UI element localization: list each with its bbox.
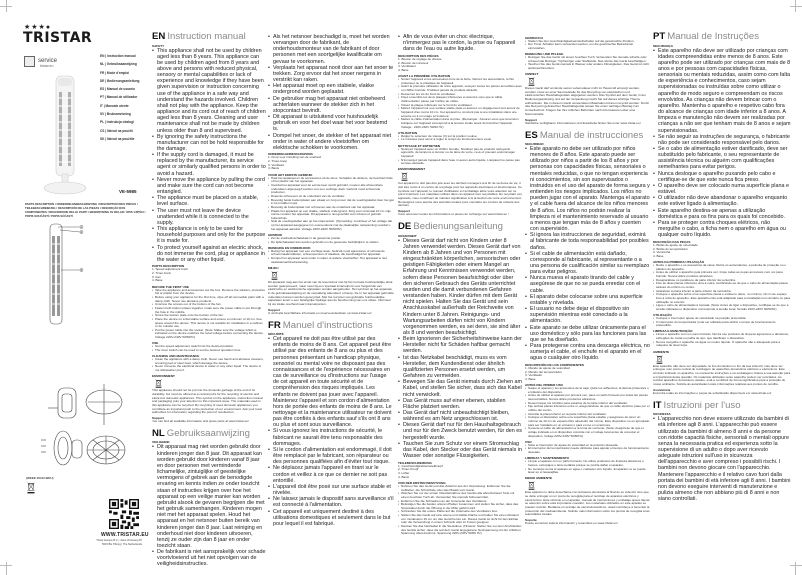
weee-bin-icon bbox=[152, 379, 266, 388]
subsection-heading: PARTS DESCRIPTION bbox=[152, 264, 185, 269]
safety-bullet: • Este aparato se debe utilizar únicamente para el uso doméstico y sólo para las funciones para las que se ha diseñado. bbox=[525, 325, 650, 343]
cover-sidebar bbox=[0, 0, 150, 575]
crop-mark bbox=[795, 0, 796, 12]
instruction-bullet: • Never immerse the electrical device in water or any other liquid. The device is not dishwasher proof. bbox=[152, 365, 266, 372]
subsection-heading: Assistência bbox=[653, 388, 671, 393]
list-item: 1. Botão de ajuste de velocidade bbox=[653, 242, 698, 247]
language-code: DE bbox=[398, 221, 412, 233]
safety-bullet: • Si el cable de alimentación está dañado, corresponde al fabricante, al representante o a una persona de cualificación similar su reemplazo para evitar peligros. bbox=[525, 251, 650, 276]
tristar-logo bbox=[23, 24, 101, 45]
section-header bbox=[268, 320, 394, 331]
language-index-item: FR | Mode d'emploi bbox=[100, 70, 130, 75]
instruction-bullet: • Voordat het apparaat voor de eerste keer wordt gebruikt, moeten alle afneembare onderdelen afgeveegd worden met een vochtige doek. Gebruik nooit schurende producten. bbox=[268, 184, 394, 195]
subsection-heading: CLEANING AND MAINTENANCE bbox=[152, 354, 200, 359]
diagram-callout: 2 bbox=[80, 231, 83, 234]
language-index-item: SK | Návod na použitie bbox=[100, 136, 135, 141]
service-text: service bbox=[38, 58, 58, 64]
service-grid-icon bbox=[24, 56, 35, 67]
subsection-heading: DESCRIPCIÓN DE LOS COMPONENTES bbox=[525, 362, 584, 367]
base-assembly-diagram bbox=[38, 380, 128, 475]
instruction-bullet: • Ligue o cabo de alimentação à tomada. (Nota: Antes de ligar o dispositivo, certifique-se de que a tensão indicada no dispositivo corresponde à tensão local. Tensão 220V-240V 50/60Hz) bbox=[653, 304, 791, 311]
safety-bullet: • Never move the appliance by pulling the cord and make sure the cord can not become entangled. bbox=[152, 177, 266, 195]
language-index-item: EN | Instruction manual bbox=[100, 54, 136, 58]
safety-bullet: • Ne laissez jamais le dispositif sans surveillance s'il est connecté à l'alimentation. bbox=[268, 496, 394, 508]
weee-bin-icon bbox=[398, 172, 522, 181]
language-index-item: IT | Manuale utente bbox=[100, 103, 129, 108]
instruction-bullet: • Coloque o interruptor ajuste de velocidade na posição pretendida. bbox=[653, 317, 791, 321]
crop-mark bbox=[795, 562, 796, 575]
list-item: You can find all available information and spare parts at www.tristar.eu! bbox=[152, 419, 249, 424]
safety-bullet: • Bewegen Sie das Gerät niemals durch Ziehen am Kabel, und stellen Sie sicher, dass sich das Kabel nicht verwickelt. bbox=[398, 379, 522, 397]
subsection-heading: AVANT LA PREMIÈRE UTILISATION bbox=[398, 74, 451, 79]
environment-text: Cet appareil ne doit pas être jeté avec les déchets ménagers à la fin de sa durée de vie, il doit être remis à un centre de recyclage pour les appareils électriques et électroniques. Ce symbole sur l'appareil, le manuel d'utilisation et l'emballage attire votre attention sur ce point important. Les matériaux utilisés dans cet appareil sont recyclables. En recyclant vos appareils, vous contribuez de manière significative à la protection de notre environnement. Renseignez-vous auprès des autorités locales pour connaître les centres de collecte des déchets. bbox=[398, 181, 522, 208]
instruction-bullet: • Antes de utilizar el aparato por primera vez, pase un paño húmedo por todas las piezas desmontables. Nunca utilice productos abrasivos. bbox=[525, 394, 650, 401]
environment-text: Este aparato no debe desecharse con la basura doméstica al final de su vida útil, sino que se debe entregar en un punto de recogida para el reciclaje de aparatos eléctricos y electrónicos. Este símbolo en el aparato, manual de instrucciones y embalaje quiere llamar su atención sobre esta importante cuestión. Los materiales utilizados en este aparato se pueden reciclar. Mediante el reciclaje de electrodomésticos, usted contribuye a fomentar la protección del medioambiente. Solicite más información sobre los puntos de recogida a las autoridades locales. bbox=[525, 490, 650, 517]
subsection-heading: ENVIRONMENT bbox=[152, 374, 175, 379]
list-item: 4. Base bbox=[398, 67, 409, 72]
instruction-bullet: • Befestigen Sie die beiden unteren Platten zusammen und stellen Sie sicher, dass das Stromkabel durch die Öffnung in der Mitte geführt wird. bbox=[398, 503, 522, 510]
instruction-bullet: • Sortez l'appareil et les accessoires hors de la boîte. Retirez les autocollants, le film protecteur ou le plastique de l'appareil. bbox=[398, 78, 522, 85]
subsection-heading: LIMPIEZA Y MANTENIMIENTO bbox=[525, 456, 570, 461]
list-item: 3. Ventilador bbox=[525, 373, 543, 378]
instruction-bullet: • Stellen Sie das Gerät auf eine ebene und stabile Fläche und halten Sie einen Abstand von mindestens 10 cm um das Gerät herum ein. Dieses Gerät ist nicht für den Einbau oder die Verwendung in einem Schrank oder im Freien geeignet. bbox=[398, 514, 522, 525]
weee-bin-icon bbox=[525, 77, 650, 86]
safety-bullet: • El usuario no debe dejar el dispositivo sin supervisión mientras esté conectado a la alimentación. bbox=[525, 306, 650, 324]
list-item: 2. Mando del temporizador bbox=[525, 369, 562, 374]
instruction-bullet: • Atornille la placa inferior en la parte inferior del ventilador. bbox=[525, 413, 650, 417]
instruction-bullet: • Sitúe el interruptor de ajuste de velocidad en la posición deseada. bbox=[525, 444, 650, 448]
parts-description-caption: PARTS DESCRIPTION / ONDERDELENBESCHRIJVING / DESCRIPTION DES PIÈCES / TEILEBESCHREIBUNG / DESCRIPCIÓN DE LAS PIEZAS / DESCRIÇÃO DOS COMPONENTES / DESCRIZIONE DELLE PARTI / BESKRIVNING AV DELAR / OPIS CZĘŚCI / POPIS SOUČÁSTÍ / POPIS SÚČASTÍ bbox=[25, 202, 146, 218]
instruction-bullet: • Réglez le sélecteur de vitesse (3) sur la position voulue. bbox=[398, 135, 522, 139]
instruction-bullet: • Nehmen Sie das Gerät und das Zubehör aus der Verpackung. Entfernen Sie die Aufkleber, die Schutzfolie oder das Plastik vom Gerät. bbox=[398, 485, 522, 492]
list-item: 2. Bouton de minuteur bbox=[398, 60, 429, 65]
safety-bullet: • Afin de vous éviter un choc électrique, n'immergez pas le cordon, la prise ou l'appareil dans de l'eau ou autre liquide. bbox=[398, 34, 522, 52]
instruction-bullet: • Bevestig de bodemplaat met schroeven aan de onderkant van het apparaat. bbox=[268, 206, 394, 210]
subsection-heading: VEILIGHEID bbox=[152, 440, 170, 445]
subsection-heading: UMWELT bbox=[525, 72, 539, 77]
safety-bullet: • Este aparato no debe ser utilizado por niños menores de 8 años. Este aparato puede ser utilizado por niños a partir de los 8 años y por personas con capacidades físicas, sensoriales o mentales reducidas, o que no tengan experiencia ni conocimientos, sin son supervisados o instruidos en el uso del aparato de forma segura y entienden los riesgos implicados. Los niños no pueden jugar con el aparato. Mantenga el aparato y el cable fuera del alcance de los niños menores de 8 años. Los niños no podrán realizar la limpieza ni el mantenimiento reservado al usuario a menos que tengan más de 8 años y cuenten con supervisión. bbox=[525, 146, 650, 232]
subsection-heading: Support bbox=[525, 117, 537, 122]
subsection-heading: Support bbox=[268, 307, 280, 312]
subsection-heading: REINIGUNG UND PFLEGE bbox=[525, 51, 564, 56]
subsection-heading: SAFETY bbox=[152, 43, 165, 48]
safety-bullet: • Se não seguir as instruções de segurança, o fabricante não pode ser considerado responsável pelo danos. bbox=[653, 134, 791, 146]
address-line: 5015 BH Tilburg | The Netherlands bbox=[102, 543, 142, 546]
manual-title: Manuel d'instructions bbox=[282, 319, 373, 331]
instruction-bullet: • Desenrosque los tornillos para sacarlos de la parte inferior del ventilador. bbox=[525, 402, 650, 406]
language-code: PT bbox=[653, 31, 666, 42]
list-item: 2. Timer-Knopf bbox=[398, 467, 419, 472]
environment-notice bbox=[525, 77, 650, 116]
instruction-bullet: • Der Timer-Schalter kann verwendet werden, um die gewünschte Betriebszeit einzustellen. bbox=[525, 43, 650, 50]
language-index-item: CS | Návod na použití bbox=[100, 128, 133, 133]
instruction-bullet: • Take the appliance and accessories out the box. Remove the stickers, protective foil or plastic from the device. bbox=[152, 289, 266, 296]
list-item: 4. Basis bbox=[268, 166, 280, 171]
safety-bullet: • The appliance must be placed on a stable, level surface. bbox=[152, 195, 266, 207]
safety-bullet: • Se o cabo de alimentação estiver danificado, deve ser substituído pelo fabricante, o seu representante de assistência técnica ou alguém com qualificações semelhantes para evitar perigos. bbox=[653, 146, 791, 171]
environment-text: Dieses Gerät darf am Ende seiner Lebensdauer nicht im Hausmüll entsorgt werden, sondern muss an einer Sammelstelle für das Recycling von elektrischen und elektronischen Haushaltsgeräten abgegeben werden. Das Symbol auf dem Gerät, in der Bedienungsanleitung und auf der Verpackung macht Sie auf dieses wichtige Thema aufmerksam. Die in diesem Gerät verwendeten Materialien können recycelt werden. Durch das Recyceln gebrauchter Haushaltsgeräte leisten Sie einen wichtigen Beitrag zum Umweltschutz. Fragen Sie Ihre örtlichen Behörden nach Informationen über eine Sammelstelle. bbox=[525, 86, 650, 116]
list-item: 2. Timer knob bbox=[152, 271, 171, 276]
instruction-bullet: • Unscrew the screws out of the bottom of the fan. bbox=[152, 303, 266, 307]
list-item: 1. Speed adjustment knob bbox=[152, 267, 188, 272]
safety-bullet: • Dit apparaat is uitsluitend voor huishoudelijk gebruik en voor het doel waar het voor bestemd is. bbox=[268, 114, 394, 132]
instruction-bullet: • Mettez le câble d'alimentation dans la prise. (Remarque : Assurez-vous que la tension indiquée sur l'appareil correspond à la tension locale avant de brancher l'appareil. Voltage : 220V-240V 50/60 Hz) bbox=[398, 118, 522, 129]
instruction-bullet: • Zet de snelheidsschakelaar in de gewenste positie. bbox=[268, 237, 394, 241]
manual-title: Bedienungsanleitung bbox=[413, 221, 503, 233]
list-item: 4. Base bbox=[653, 253, 664, 258]
manual-title: Istruzioni per l'uso bbox=[663, 399, 741, 411]
subsection-heading: ANTES DEL PRIMER USO bbox=[525, 383, 563, 388]
language-index-item: NL | Gebruiksaanwijzing bbox=[100, 62, 137, 67]
list-item: 1. Geschwindigkeitseinstellknopf bbox=[398, 463, 443, 468]
subsection-heading: ANTES DA PRIMEIRA UTILIZAÇÃO bbox=[653, 259, 705, 264]
safety-bullet: • The user must not leave the device unattended while it is connected to the supply. bbox=[152, 208, 266, 226]
instruction-bullet: • Stellen Sie den Geschwindigkeitseinstellschalter auf die gewünschte Position. bbox=[525, 40, 650, 44]
instruction-bullet: • Fixez ensemble les deux plaques inférieures et assurez-vous que le câble d'alimentation passe par l'orifice au milieu. bbox=[398, 96, 522, 103]
subsection-heading: VOOR HET EERSTE GEBRUIK bbox=[268, 172, 313, 177]
language-code: ES bbox=[525, 129, 538, 141]
section-header bbox=[398, 221, 522, 232]
section-header bbox=[653, 400, 791, 411]
instruction-bullet: • Before using your appliance for the first time, wipe off all removable parts with a damp cloth. Never use abrasive products. bbox=[152, 296, 266, 303]
tower-fan-photo bbox=[40, 74, 90, 196]
safety-bullet: • Este aparelho destina-se apenas a utilização doméstica e para os fins para os quais foi concebido. bbox=[653, 208, 791, 220]
instruction-bullet: • Fasten both bottom plates together, make sure the power cable is put through the hole in the middle. bbox=[152, 307, 266, 314]
list-item: 3. Ventoinha bbox=[653, 250, 671, 255]
diagram-callout: 3 bbox=[80, 269, 83, 272]
environment-notice bbox=[525, 481, 650, 517]
instruction-bullet: • Sluit de voedingskabel aan op het stopcontact. (Opmerking: controleer of het voltage dat op het apparaat aangegeven is overeenkomt met de plaatselijke netspanning voordat u het apparaat aansluit. Voltage 220V-240V 50/60Hz) bbox=[268, 220, 394, 231]
instruction-bullet: • Nettoyez l'appareil avec un chiffon humide. N'utilisez pas de produits nettoyants agressifs, de tampons à récurer ou de laine de verre, ceux-ci pouvant endommager l'appareil. bbox=[398, 148, 522, 159]
instruction-bullet: • Place the device on a flat stable surface and ensure a minimum of 10 cm. free space around the device. This device is not suitable for installation in a cabinet or for outside use. bbox=[152, 318, 266, 329]
subsection-heading: LIMPEZA E MANUTENÇÃO bbox=[653, 329, 693, 334]
manual-title: Manual de Instruções bbox=[667, 31, 759, 42]
language-index-item: PL | Instrukcja obsługi bbox=[100, 120, 134, 125]
manual-title: Gebruiksaanwijzing bbox=[166, 427, 250, 439]
subsection-heading: MILIEU bbox=[268, 265, 279, 270]
instruction-bullet: • Plaats het apparaat op een vlakke, stabiele ondergrond. Zorg voor minimaal 10 cm vrije ruimte rondom het apparaat. Dit apparaat is niet geschikt voor inbouw of gebruik buitenshuis. bbox=[268, 210, 394, 221]
subsection-heading: Soporte bbox=[525, 518, 537, 523]
instruction-bullet: • Mettez l'appareil sur une surface stable plate et assurez un dégagement tout autour de l'appareil d'au moins 10 cm. Cet appareil ne convient pas à une installation dans une armoire ou à un usage à l'extérieur. bbox=[398, 107, 522, 118]
logo-stars: ★★★● bbox=[24, 24, 52, 31]
instruction-bullet: • Stecken Sie das Netzkabel in die Steckdose. (Hinweis: Stellen Sie vor dem Anschließen des Geräts sicher, dass die auf dem Gerät angegebene Netzspannung mit der örtlichen Spannung übereinstimmt. Spannung 220V-240V 50/60 Hz) bbox=[398, 525, 522, 536]
instruction-bullet: • Screw the bottom plate onto the bottom of the fan. bbox=[152, 314, 266, 318]
instruction-bullet: • Limpie el aparato con un paño húmedo. No utilice productos de limpieza abrasivos o fuertes, estropajos o lana metálica porque se podría dañar el aparato. bbox=[525, 460, 650, 467]
environment-notice bbox=[268, 271, 394, 307]
subsection-heading: USE bbox=[152, 341, 159, 346]
instruction-bullet: • Vissez la plaque inférieure sur le fond du ventilateur. bbox=[398, 104, 522, 108]
subsection-heading: DESCRIPTION DES PIÈCES bbox=[398, 53, 439, 58]
safety-bullet: • Dit apparaat mag niet worden gebruikt door kinderen jonger dan 8 jaar. Dit apparaat kan worden gebruikt door kinderen vanaf 8 jaar en door personen met verminderde lichamelijke, zintuiglijke of geestelijke vermogens of gebrek aan de benodigde ervaring en kennis indien ze onder toezicht staan of instructies krijgen over hoe het apparaat op een veilige manier kan worden gebruikt alsook de gevaren begrijpen die met het gebruik samenhangen. Kinderen mogen niet met het apparaat spelen. Houd het apparaat en het netsnoer buiten bereik van kinderen jonger dan 8 jaar. Laat reiniging en onderhoud niet door kinderen uitvoeren, tenzij ze ouder zijn dan 8 jaar en onder toezicht staan. bbox=[152, 444, 266, 549]
service-url: tristar.eu bbox=[40, 64, 54, 68]
language-index-item: DE | Bedienungsanleitung bbox=[100, 78, 140, 83]
list-item: 3. Fan bbox=[152, 274, 161, 279]
safety-bullet: • This appliance is only to be used for household purposes and only for the purpose it is made for. bbox=[152, 226, 266, 244]
subsection-heading: ENVIRONNEMENT bbox=[398, 167, 426, 172]
instruction-bullet: • Conecte el cable de alimentación a la toma de corriente. (Nota: Asegúrese de que el voltaje indicado en el dispositivo coincide con el voltaje local antes de conectar el dispositivo. Voltaje 220V-240V 50/60Hz) bbox=[525, 427, 650, 438]
weee-bin-icon bbox=[525, 481, 650, 490]
subsection-heading: SÉCURITÉ bbox=[268, 332, 284, 337]
instruction-bullet: • El interruptor del temporizador puede utilizarse para ajustar el tiempo de funcionamiento deseado. bbox=[525, 447, 650, 454]
list-item: Encontra todas as informações e peças de substituição disponíveis em www.tristar.eu! bbox=[653, 391, 772, 396]
section-header bbox=[152, 31, 266, 42]
instruction-bullet: • O interruptor do temporizador pode ser utilizado para definir o tempo de funcionamento pretendido. bbox=[653, 321, 791, 328]
safety-bullet: • O aparelho deve ser colocado numa superfície plana e estável. bbox=[653, 183, 791, 195]
subsection-heading: AMBIENTE bbox=[653, 349, 670, 354]
company-address bbox=[96, 539, 142, 547]
safety-bullet: • O utilizador não deve abandonar o aparelho enquanto este estiver ligado à alimentação. bbox=[653, 195, 791, 207]
safety-bullet: • De gebruiker mag het apparaat niet onbeheerd achterlaten wanneer de stekker zich in het stopcontact bevindt. bbox=[268, 96, 394, 114]
language-index-item: SV | Bruksanvisning bbox=[100, 112, 131, 117]
list-item: Vous retrouvez toutes les informations et pièces de rechange sur www.tristar.eu ! bbox=[398, 212, 509, 217]
instruction-bullet: • Draai de schroeven uit de onderkant van de ventilator. bbox=[268, 195, 394, 199]
subsection-heading: UTILIZAÇÃO bbox=[653, 313, 672, 317]
subsection-heading: Support bbox=[152, 416, 164, 421]
safety-bullet: • This appliance shall not be used by children aged less than 8 years. This appliance can be used by children aged from 8 years and above and persons with reduced physical, sensory or mental capabilities or lack of experience and knowledge if they have been given supervision or instruction concerning use of the appliance in a safe way and understand the hazards involved. Children shall not play with the appliance. Keep the appliance and its cord out of reach of children aged less than 8 years. Cleaning and user maintenance shall not be made by children unless older than 8 and supervised. bbox=[152, 48, 266, 134]
safety-bullet: • Das Gerät darf nicht unbeaufsichtigt bleiben, während es am Netz angeschlossen ist. bbox=[398, 410, 522, 422]
weee-bin-icon bbox=[268, 271, 394, 280]
subsection-heading: DESCRIÇÃO DAS PEÇAS bbox=[653, 239, 691, 244]
instruction-bullet: • Nunca mergulhe o aparelho na água ou noutro líquido. O aparelho não é adequado para a máquina de lavar loiça. bbox=[653, 341, 791, 348]
safety-bullet: • Para se proteger contra choques elétricos, não mergulhe o cabo, a ficha nem o aparelho em água ou qualquer outro líquido. bbox=[653, 220, 791, 238]
safety-bullet: • Verplaats het apparaat nooit door aan het snoer te trekken. Zorg ervoor dat het snoer nergens in verstrikt kan raken. bbox=[268, 65, 394, 83]
instruction-bullet: • Haal het apparaat en de accessoires uit de doos. Verwijder de stickers, de beschermfolie of het plastic van het apparaat. bbox=[268, 177, 394, 184]
safety-bullet: • Dompel het snoer, de stekker of het apparaat niet onder in water of andere vloeistoffen om elektrische schokken te voorkomen. bbox=[268, 133, 394, 151]
list-item: 4. Basis bbox=[398, 474, 410, 479]
list-item: 1. Mando de ajuste de velocidad bbox=[525, 365, 570, 370]
instruction-bullet: • Set the speed adjustment switch into the desired position. bbox=[152, 345, 266, 349]
logo-wordmark: TRISTAR bbox=[23, 30, 93, 46]
safety-bullet: • Cet appareil ne doit pas être utilisé par des enfants de moins de 8 ans. Cet appareil peut être utilisé par des enfants de 8 ans ou plus et des personnes présentant un handicap physique, sensoriel ou mental voire ne disposant pas des connaissances et de l'expérience nécessaires en cas de surveillance ou d'instructions sur l'usage de cet appareil en toute sécurité et de compréhension des risques impliqués. Les enfants ne doivent pas jouer avec l'appareil. Maintenez l'appareil et son cordon d'alimentation hors de portée des enfants de moins de 8 ans. Le nettoyage et la maintenance utilisateur ne doivent pas être confiés à des enfants sauf s'ils ont 8 ans ou plus et sont sous surveillance. bbox=[268, 336, 394, 428]
environment-notice bbox=[398, 172, 522, 208]
instruction-bullet: • Limpe o aparelho com um pano húmido. Nunca use produtos de limpeza agressivos e abrasivos, esfregões de metal ou palha de aço, que danificam o dispositivo. bbox=[653, 333, 791, 340]
language-index bbox=[100, 52, 146, 143]
text-column-2 bbox=[268, 34, 394, 527]
instruction-bullet: • Desaparafuse os parafusos da parte inferior da ventoinha. bbox=[653, 279, 791, 283]
safety-bullet: • Als het netsnoer beschadigd is, moet het worden vervangen door de fabrikant, de onderhoudsmonteur van de fabrikant of door personen met een soortgelijke kwalificatie om gevaar te voorkomen. bbox=[268, 34, 394, 65]
instruction-bullet: • Wischen Sie vor der ersten Inbetriebnahme des Geräts alle abnehmbaren Teile mit einem feuchten Tuch ab. Verwenden Sie niemals Scheuermittel. bbox=[398, 492, 522, 499]
list-item: 1. Bouton de réglage de vitesse bbox=[398, 56, 442, 61]
subsection-heading: UTILISATION bbox=[398, 130, 418, 135]
subsection-heading: REINIGING EN ONDERHOUD bbox=[268, 245, 311, 250]
crop-mark bbox=[790, 565, 802, 566]
manual-title: Manual de instrucciones bbox=[539, 129, 644, 141]
instruction-bullet: • N'immergez jamais l'appareil dans l'eau ni aucun autre liquide. L'appareil ne passe pas au lave-vaisselle. bbox=[398, 159, 522, 166]
text-column-1 bbox=[152, 30, 266, 568]
instruction-bullet: • De tijdschakelaar kan worden gebruikt om de gewenste bedrijfstijd in te stellen. bbox=[268, 241, 394, 245]
subsection-heading: NETTOYAGE ET ENTRETIEN bbox=[398, 143, 441, 148]
instruction-bullet: • Tauchen Sie das Gerät niemals in Wasser oder andere Flüssigkeiten. Das Gerät ist nicht spülmaschinenfest. bbox=[525, 63, 650, 70]
safety-bullet: • L'appareil doit être posé sur une surface stable et nivelée. bbox=[268, 484, 394, 496]
weee-label: (WEEE 2012/19/EU) bbox=[26, 476, 54, 480]
list-item: Sämtliche verfügbaren Informationen und Ersatzteile finden Sie unter www.tristar.eu! bbox=[525, 120, 641, 125]
instruction-bullet: • Antes de utilizar o aparelho pela primeira vez, limpe todas as peças amovíveis com um pano húmido. Nunca utilize produtos abrasivos. bbox=[653, 271, 791, 278]
text-column-4 bbox=[525, 34, 650, 526]
instruction-bullet: • Le minuteur peut servir à régler le temps de fonctionnement voulu. bbox=[398, 138, 522, 142]
instruction-bullet: • Saque el aparato y los accesorios de la caja. Quite los adhesivos, la lámina protectora o el plástico del dispositivo. bbox=[525, 387, 650, 394]
instruction-bullet: • Reinigen Sie das Gerät mit einem feuchten Tuch. Verwenden Sie niemals scharfe oder scheuernde Reiniger, Topfreiniger oder Stahlwolle. Das würde das Gerät beschädigen. bbox=[525, 56, 650, 63]
manual-title: Instruction manual bbox=[167, 31, 246, 42]
safety-bullet: • Beim Ignorieren der Sicherheitshinweise kann der Hersteller nicht für Schäden haftbar gemacht werden. bbox=[398, 336, 522, 354]
safety-bullet: • L'apparecchio non deve essere utilizzato da bambini di età inferiore agli 8 anni. L'apparecchio può essere utilizzato da bambini di almeno 8 anni e da persone con ridotte capacità fisiche, sensoriali o mentali oppure senza la necessaria pratica ed esperienza sotto la supervisione di un adulto o dopo aver ricevuto adeguate istruzioni sull'uso in sicurezza dell'apparecchio e aver compreso i possibili rischi. I bambini non devono giocare con l'apparecchio. Mantenere l'apparecchio e il relativo cavo fuori dalla portata dei bambini di età inferiore agli 8 anni. I bambini non devono eseguire interventi di manutenzione e pulizia almeno che non abbiano più di 8 anni e non siano controllati. bbox=[653, 416, 791, 502]
safety-bullet: • Ist das Netzkabel beschädigt, muss es vom Hersteller, dem Kundendienst oder ähnlich qualifizierten Personen ersetzt werden, um Gefahren zu vermeiden. bbox=[398, 355, 522, 380]
safety-bullet: • El aparato debe colocarse sobre una superficie estable y nivelada. bbox=[525, 294, 650, 306]
section-header bbox=[525, 130, 650, 141]
language-index-item: ES | Manual de usuario bbox=[100, 87, 135, 92]
list-item: Puede encontrar toda la información y recambios en www.tristar.eu! bbox=[525, 521, 618, 526]
subsection-heading: SICHERHEIT bbox=[398, 233, 417, 238]
safety-bullet: • Ne déplacez jamais l'appareil en tirant sur le cordon et veillez à ce que ce dernier ne soit pas entortillé. bbox=[268, 465, 394, 483]
safety-bullet: • Het apparaat moet op een stabiele, vlakke ondergrond worden geplaatst. bbox=[268, 83, 394, 95]
model-number: VE-5985 bbox=[119, 189, 137, 194]
safety-bullet: • Tauchen Sie zum Schutz vor einem Stromschlag das Kabel, den Stecker oder das Gerät niemals in Wasser oder sonstige Flüssigkeiten. bbox=[398, 441, 522, 459]
environment-text: Dit apparaat mag aan het einde van de levensduur niet bij het normale huishoudelijke afval worden gedeponeerd, maar moet bij een speciaal inzamelpunt voor hergebruik van elektrische en elektronische apparaten worden aangeboden. Het symbool op het apparaat, in de gebruiksaanwijzing en de verpakking attendeert u hierop. De in het apparaat gebruikte materialen kunnen worden gerecycled. Met het recyclen van gebruikte huishoudelijke apparaten levert u een belangrijke bijdrage aan de bescherming van ons milieu. Informeer bij uw lokale overheid naar inzamelpunten. bbox=[268, 279, 394, 306]
safety-bullet: • To protect yourself against an electric shock, do not immerse the cord, plug or appliance in the water or any other liquid. bbox=[152, 245, 266, 263]
instruction-bullet: • Fixe as duas placas inferiores uma à outra, certificando-se de que o cabo de alimentação passa através do orifício no centro. bbox=[653, 282, 791, 289]
instruction-bullet: • Schrauben Sie die untere Platte auf die Unterseite des Ventilators fest. bbox=[398, 510, 522, 514]
service-logo bbox=[24, 53, 69, 71]
list-item: 4. Base bbox=[152, 278, 163, 283]
instruction-bullet: • Avant la première utilisation de votre appareil, essuyez toutes les pièces amovibles avec un chiffon humide. N'utilisez jamais de produits abrasifs. bbox=[398, 85, 522, 92]
instruction-bullet: • The timer switch can be used to set the desired operation time. bbox=[152, 349, 266, 353]
safety-bullet: • Este aparelho não deve ser utilizado por crianças com idades compreendidas entre menos de 8 anos. Este aparelho pode ser utilizado por crianças com mais de 8 anos e por pessoas com capacidades físicas, sensoriais ou mentais reduzidas, assim como com falta de experiência e conhecimentos, caso sejam supervisionadas ou instruídas sobre como utilizar o aparelho de modo seguro e compreendam os riscos envolvidos. As crianças não devem brincar com o aparelho. Mantenha o aparelho e respetivo cabo fora do alcance de crianças com idade inferior a 8 anos. A limpeza e manutenção não devem ser realizadas por crianças a não ser que tenham mais de 8 anos e sejam supervisionadas. bbox=[653, 48, 791, 134]
instruction-bullet: • Entfernen Sie die Schrauben an der Unterseite des Ventilators. bbox=[398, 500, 522, 504]
environment-text: This appliance should not be put into the domestic garbage at the end of its durability, but must be offered at a central point for the recycling of electric and electronic domestic appliances. This symbol on the appliance, instruction manual and packaging puts your attention to this important issue. The materials used in this appliance can be recycled. By recycling of used domestic appliances you contribute an important push to the protection of our environment. Ask your local authorities for information regarding the point of recollection. bbox=[152, 388, 263, 415]
list-item: 3. Ventilateur bbox=[398, 64, 417, 69]
text-column-5 bbox=[653, 30, 791, 502]
qr-code bbox=[109, 499, 139, 529]
subsection-heading: SICUREZZA bbox=[653, 412, 671, 417]
crop-mark bbox=[790, 6, 802, 7]
list-item: 3. Lüfter bbox=[398, 471, 410, 476]
language-code: NL bbox=[152, 427, 165, 439]
safety-bullet: • Nunca mueva el aparato tirando del cable y asegúrese de que no se pueda enredar con el cable. bbox=[525, 275, 650, 293]
language-code: FR bbox=[268, 319, 281, 331]
list-item: 3. Ventilator bbox=[268, 162, 285, 167]
subsection-heading: GEBRUIK bbox=[268, 232, 283, 237]
subsection-heading: TEILEBESCHREIBUNG bbox=[398, 460, 432, 465]
instruction-bullet: • Bevestig beide bodemplaten aan elkaar en zorg ervoor dat de voedingskabel door het gat in het midden loopt. bbox=[268, 199, 394, 206]
language-code: IT bbox=[653, 399, 662, 411]
subsection-heading: GEBRAUCH bbox=[525, 35, 543, 40]
safety-bullet: • Nunca desloque o aparelho puxando pelo cabo e certifique-se de que este nunca fica preso. bbox=[653, 171, 791, 183]
instruction-bullet: • Coloque el dispositivo sobre una superficie plana estable y asegúrese de tener un mínimo de 10 cm de espacio libre alrededor del mismo. Este dispositivo no es apropiado para ser instalado en un armario o para el uso en exteriores. bbox=[525, 416, 650, 427]
environment-text: Este aparelho não deve ser depositado no lixo doméstico no fim da sua vida útil, mas deve ser entregue num ponto central de reciclagem de aparelhos domésticos elétricos e eletrónicos. Este símbolo indicado no aparelho, no manual de instruções e na embalagem chama a sua atenção para a importância desta questão. Os materiais utilizados neste aparelho podem ser reciclados. Ao reciclar aparelhos domésticos usados, está a contribuir de forma significativa para a proteção do nosso ambiente. Solicite às autoridades locais informações relativas aos pontos de recolha. bbox=[653, 363, 791, 386]
instruction-bullet: • Dompel het apparaat nooit onder in water of andere vloeistoffen. Het apparaat is niet vaatwasmachinebestendig. bbox=[268, 257, 394, 264]
list-item: 2. Timer-knop bbox=[268, 159, 287, 164]
subsection-heading: VOR DER ERSTEN BENUTZUNG bbox=[398, 480, 446, 485]
instruction-bullet: • Clean the appliance with a damp cloth. Never use harsh and abrasive cleaners, scouring pad or steel wool, which damage the device. bbox=[152, 358, 266, 365]
environment-notice bbox=[653, 355, 791, 387]
safety-bullet: • Cet appareil est uniquement destiné à des utilisations domestiques et seulement dans le but pour lequel il est fabriqué. bbox=[268, 509, 394, 527]
weee-bin-icon bbox=[653, 355, 791, 364]
instruction-bullet: • Aparafuse a placa inferior à parte inferior da ventoinha. bbox=[653, 290, 791, 294]
safety-bullet: • By ignoring the safety instructions the manufacturer can not be hold responsible for the damage. bbox=[152, 134, 266, 152]
safety-bullet: • De fabrikant is niet aansprakelijk voor schade voortvloeiend uit het niet opvolgen van de veiligheidsinstructies. bbox=[152, 549, 266, 567]
text-column-3 bbox=[398, 34, 522, 536]
list-item: U vindt alle beschikbare informatie en reserveonderdelen op www.tristar.eu! bbox=[268, 310, 372, 315]
section-header bbox=[152, 428, 266, 439]
instruction-bullet: • Fije ambas placas inferiores entre sí, asegurándose de que el cable eléctrico pase por el orificio del centro. bbox=[525, 405, 650, 412]
list-item: 4. Base bbox=[525, 376, 536, 381]
subsection-heading: USO bbox=[525, 439, 532, 444]
parts-diagram bbox=[40, 222, 90, 332]
safety-bullet: • If the supply cord is damaged, it must be replaced by the manufacturer, its service agent or similarly qualified persons in order to avoid a hazard. bbox=[152, 152, 266, 177]
environment-notice bbox=[152, 379, 266, 415]
website-url: WWW.TRISTAR.EU bbox=[101, 532, 149, 538]
instruction-bullet: • Coloque o aparelho sobre uma superfície plana e estável e deixe, no mínimo, 10 cm de espaço livre à volta do aparelho. Este aparelho não está adaptado para a instalação num armário ou para utilização no exterior. bbox=[653, 293, 791, 304]
subsection-heading: MEDIO AMBIENTE bbox=[525, 476, 553, 481]
subsection-heading: Support bbox=[398, 209, 410, 214]
language-index-item: PT | Manual de utilizador bbox=[100, 95, 138, 100]
safety-bullet: • Si ignora las instrucciones de seguridad, eximirá al fabricante de toda responsabilidad por posibles daños. bbox=[525, 232, 650, 250]
section-header bbox=[653, 31, 791, 42]
instruction-bullet: • Retire o aparelho e os acessórios da caixa. Retire os autocolantes, a película de proteção ou o plástico do aparelho. bbox=[653, 264, 791, 271]
list-item: 2. Botão do temporizador bbox=[653, 246, 688, 251]
safety-bullet: • Si vous ignorez les instructions de sécurité, le fabricant ne saurait être tenu responsable des dommages. bbox=[268, 428, 394, 446]
safety-bullet: • Si le cordon d'alimentation est endommagé, il doit être remplacé par le fabricant, son réparateur ou des personnes qualifiées afin d'éviter tout risque. bbox=[268, 447, 394, 465]
instruction-bullet: • Reinig het apparaat met een vochtige doek. Gebruik nooit agressieve of schurende schoonmaakmiddelen, schuursponsen of staalwol, die beschadigd het apparaat. bbox=[268, 250, 394, 257]
subsection-heading: BEFORE THE FIRST USE bbox=[152, 284, 189, 289]
safety-bullet: • Dieses Gerät darf nicht von Kindern unter 8 Jahren verwendet werden. Dieses Gerät darf von Kindern ab 8 Jahren und von Personen mit eingeschränkten körperlichen, sensorischen oder geistigen Fähigkeiten oder einem Mangel an Erfahrung und Kenntnissen verwendet werden, sofern diese Personen beaufsichtigt oder über den sicheren Gebrauch des Geräts unterrichtet wurden und die damit verbundenen Gefahren verstanden haben. Kinder dürfen mit dem Gerät nicht spielen. Halten Sie das Gerät und sein Anschlusskabel außerhalb der Reichweite von Kindern unter 8 Jahren. Reinigungs- und Wartungsarbeiten dürfen nicht von Kindern vorgenommen werden, es sei denn, sie sind älter als 8 und werden beaufsichtigt. bbox=[398, 238, 522, 337]
subsection-heading: ONDERDELENBESCHRIJVING bbox=[268, 152, 313, 157]
weee-bin-icon bbox=[27, 482, 35, 494]
subsection-heading: SEGURIDAD bbox=[525, 142, 544, 146]
list-item: 1. Knop voor instelling van de snelheid bbox=[268, 155, 321, 160]
instruction-bullet: • Desserrez les vis du fond du ventilateur. bbox=[398, 93, 522, 97]
safety-bullet: • Das Gerät muss auf einer ebenen, stabilen Fläche platziert werden. bbox=[398, 398, 522, 410]
safety-bullet: • Para protegerse contra una descarga eléctrica, no sumerja el cable, el enchufe ni el aparato en el agua o cualquier otro líquido. bbox=[525, 343, 650, 361]
instruction-bullet: • Put the power cable into the socket. (Note: Make sure the voltage which is indicated on the device matches the local voltage before connecting the device. Voltage 220V-240V 50/60Hz) bbox=[152, 329, 266, 340]
subsection-heading: SEGURANÇA bbox=[653, 43, 673, 48]
address-line: Tristar Europe B.V. | Jules Verneweg 87 bbox=[96, 539, 142, 542]
safety-bullet: • Dieses Gerät darf nur für den Haushaltsgebrauch und nur für den Zweck benutzt werden, für den es hergestellt wurde. bbox=[398, 422, 522, 440]
instruction-bullet: • No sumerja nunca el aparato en agua o cualquier otro líquido. El aparato no se puede lavar en el lavavajillas. bbox=[525, 468, 650, 475]
diagram-callout: 1 bbox=[80, 226, 83, 229]
language-code: EN bbox=[152, 31, 166, 42]
